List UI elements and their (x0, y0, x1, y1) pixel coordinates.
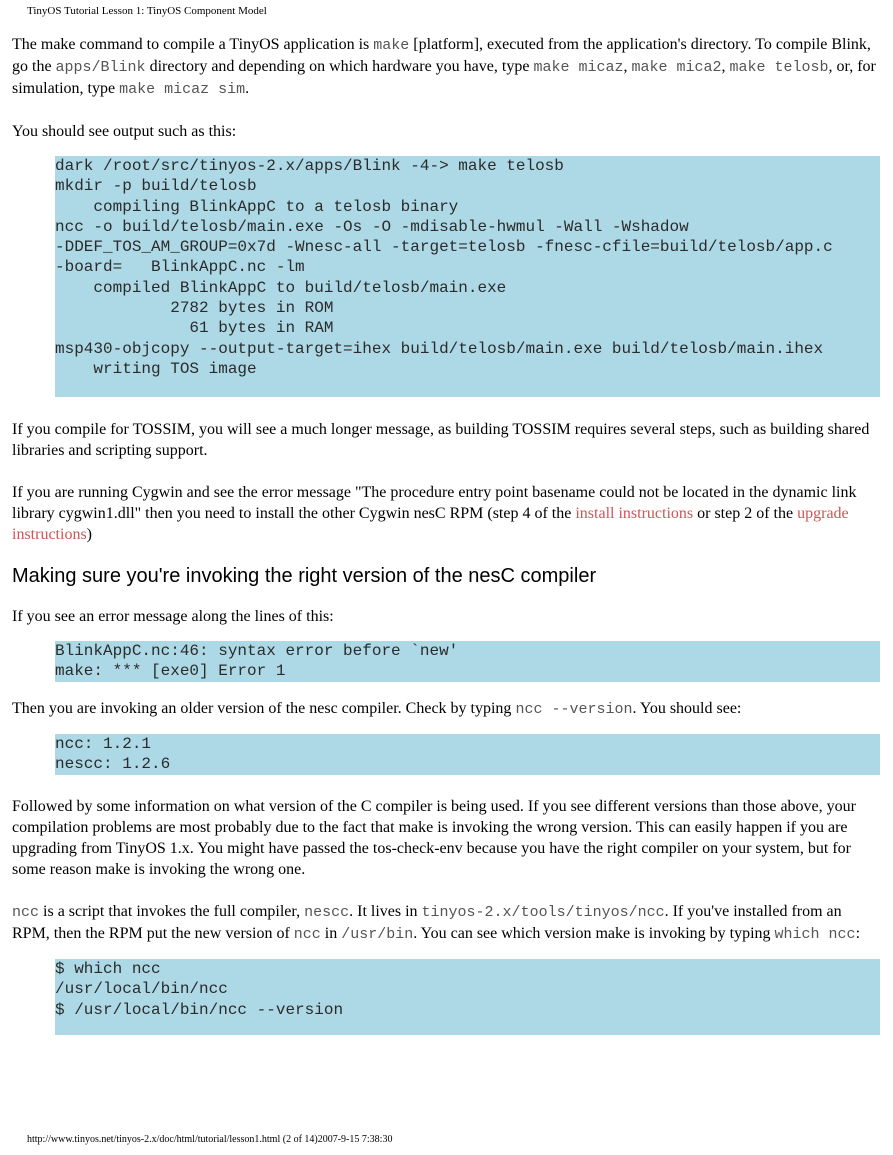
text: directory and depending on which hardware you have, type (145, 58, 534, 75)
page-header-title: TinyOS Tutorial Lesson 1: TinyOS Component Model (27, 5, 267, 17)
code-ncc-version: ncc --version (515, 701, 633, 718)
section-heading-nesc-version: Making sure you're invoking the right version of the nesC compiler (12, 565, 597, 587)
paragraph-output-intro: You should see output such as this: (12, 123, 237, 140)
paragraph-ncc-script (12, 901, 880, 945)
document-body (12, 34, 880, 1035)
code-block-version-output: ncc: 1.2.1 nescc: 1.2.6 (55, 734, 880, 775)
text: The make command to compile a TinyOS application is (12, 36, 374, 53)
paragraph-older-version (12, 698, 880, 720)
upgrade-instructions-link[interactable]: upgrade instructions (12, 505, 849, 543)
code-ncc: ncc (12, 904, 40, 921)
paragraph-tossim: If you compile for TOSSIM, you will see a much longer message, as building TOSSIM requires several steps, such as building shared libraries and scripting support. (12, 421, 870, 459)
code-make-micaz: make micaz (533, 59, 624, 76)
code-which-ncc: which ncc (774, 926, 856, 943)
code-block-syntax-error: BlinkAppC.nc:46: syntax error before `new' make: *** [exe0] Error 1 (55, 641, 880, 682)
paragraph-cygwin (12, 482, 880, 545)
text: , (623, 58, 632, 75)
paragraph-make-command (12, 34, 880, 100)
code-usr-bin: /usr/bin (341, 926, 414, 943)
code-make-micaz-sim: make micaz sim (119, 81, 246, 98)
text: . You should see: (632, 700, 742, 717)
text: ) (86, 526, 92, 543)
text: . It lives in (349, 903, 422, 920)
code-ncc-path: tinyos-2.x/tools/tinyos/ncc (421, 904, 665, 921)
text: , or, for simulation, type (12, 58, 876, 97)
code-nescc: nescc (304, 904, 350, 921)
paragraph-version-explanation: Followed by some information on what version of the C compiler is being used. If you see different versions than those above, your compilation problems are most probably due to the fact that make is invoking the wrong version. This can easily happen if you are upgrading from TinyOS 1.x. You might have passed the tos-check-env because you have the right compiler on your system, but for some reason make is invoking the wrong one. (12, 798, 856, 878)
text: If you are running Cygwin and see the error message "The procedure entry point basename could not be located in the dynamic link library cygwin1.dll" then you need to install the other Cygwin nesC RPM (step 4 of the (12, 484, 857, 522)
text: [platform], executed from the application's directory. To compile Blink, go the (12, 36, 871, 75)
code-make-mica2: make mica2 (631, 59, 722, 76)
text: . You can see which version make is invoking by typing (413, 925, 775, 942)
text: Then you are invoking an older version of the nesc compiler. Check by typing (12, 700, 516, 717)
code-ncc-2: ncc (293, 926, 321, 943)
text: . (245, 80, 250, 97)
code-make: make (373, 37, 410, 54)
code-make-telosb: make telosb (729, 59, 829, 76)
text: is a script that invokes the full compiler, (39, 903, 305, 920)
text: , (721, 58, 730, 75)
text: : (855, 925, 861, 942)
text: or step 2 of the (693, 505, 798, 522)
paragraph-error-intro: If you see an error message along the lines of this: (12, 608, 334, 625)
page-footer-url: http://www.tinyos.net/tinyos-2.x/doc/html/tutorial/lesson1.html (2 of 14)2007-9-15 7:38:30 (27, 1134, 393, 1145)
text: . If you've installed from an RPM, then the RPM put the new version of (12, 903, 842, 942)
code-block-compile-output: dark /root/src/tinyos-2.x/apps/Blink -4-> make telosb mkdir -p build/telosb compiling BlinkAppC to a telosb binary ncc -o build/telosb/main.exe -Os -O -mdisable-hwmul -Wall -Wshadow -DDEF_TOS_AM_GROUP=0x7d -Wnesc-all -target=telosb -fnesc-cfile=build/telosb/app.c -board= BlinkAppC.nc -lm compiled BlinkAppC to build/telosb/main.exe 2782 bytes in ROM 61 bytes in RAM msp430-objcopy --output-target=ihex build/telosb/main.exe build/telosb/main.ihex writing TOS image (55, 156, 880, 397)
code-block-which-ncc: $ which ncc /usr/local/bin/ncc $ /usr/local/bin/ncc --version (55, 959, 880, 1035)
install-instructions-link[interactable]: install instructions (575, 505, 694, 522)
code-apps-blink: apps/Blink (55, 59, 146, 76)
text: in (320, 925, 342, 942)
